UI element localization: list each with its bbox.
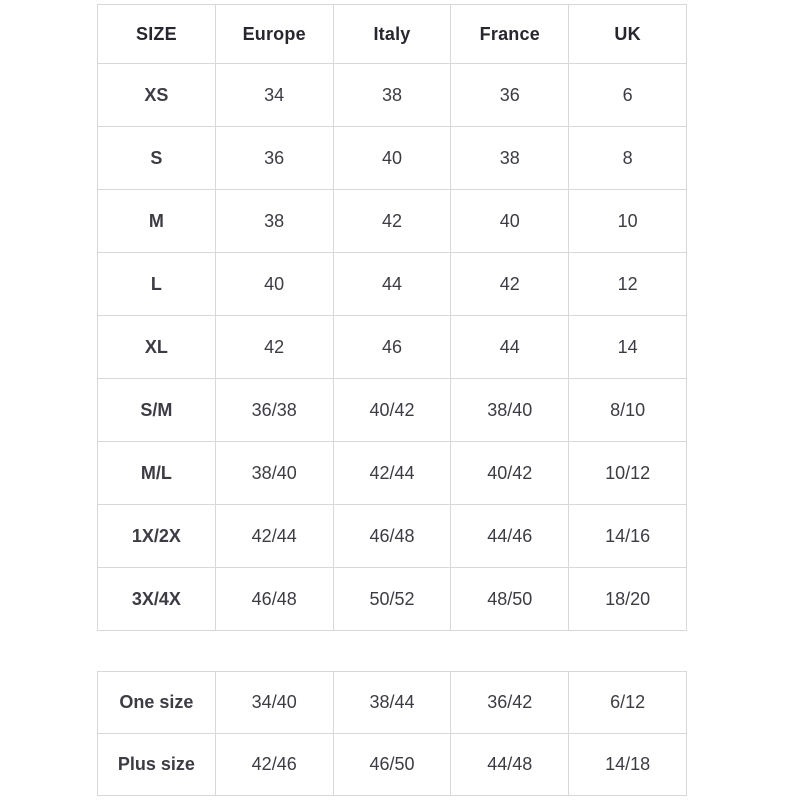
size-value-cell: 14 [569, 316, 687, 379]
size-value-cell: 38/40 [451, 379, 569, 442]
column-header-uk: UK [569, 5, 687, 64]
size-label-cell: S [98, 127, 216, 190]
size-guide [97, 4, 687, 796]
size-value-cell: 14/18 [569, 734, 687, 796]
size-value-cell: 42/46 [215, 734, 333, 796]
size-value-cell: 40/42 [451, 442, 569, 505]
size-label-cell: One size [98, 672, 216, 734]
table-row [98, 316, 687, 379]
size-label-cell: L [98, 253, 216, 316]
size-label-cell: 3X/4X [98, 568, 216, 631]
size-value-cell: 36/38 [215, 379, 333, 442]
size-value-cell: 40 [215, 253, 333, 316]
table-row [98, 127, 687, 190]
size-value-cell: 38/44 [333, 672, 451, 734]
size-value-cell: 40/42 [333, 379, 451, 442]
size-label-cell: S/M [98, 379, 216, 442]
column-header-europe: Europe [215, 5, 333, 64]
size-label-cell: XS [98, 64, 216, 127]
size-value-cell: 38 [215, 190, 333, 253]
size-value-cell: 8 [569, 127, 687, 190]
size-value-cell: 36 [451, 64, 569, 127]
size-value-cell: 6/12 [569, 672, 687, 734]
size-value-cell: 42/44 [215, 505, 333, 568]
size-value-cell: 42 [333, 190, 451, 253]
table-row [98, 190, 687, 253]
size-value-cell: 34/40 [215, 672, 333, 734]
size-value-cell: 44/48 [451, 734, 569, 796]
size-value-cell: 40 [333, 127, 451, 190]
size-label-cell: XL [98, 316, 216, 379]
table-row [98, 442, 687, 505]
size-value-cell: 40 [451, 190, 569, 253]
table-header-row [98, 5, 687, 64]
size-value-cell: 10 [569, 190, 687, 253]
size-value-cell: 42 [215, 316, 333, 379]
size-value-cell: 44 [333, 253, 451, 316]
size-value-cell: 36/42 [451, 672, 569, 734]
size-label-cell: M/L [98, 442, 216, 505]
size-conversion-table [97, 4, 687, 631]
size-value-cell: 50/52 [333, 568, 451, 631]
size-value-cell: 38 [451, 127, 569, 190]
table-row [98, 734, 687, 796]
column-header-italy: Italy [333, 5, 451, 64]
size-value-cell: 12 [569, 253, 687, 316]
size-value-cell: 36 [215, 127, 333, 190]
size-value-cell: 44/46 [451, 505, 569, 568]
size-value-cell: 48/50 [451, 568, 569, 631]
size-value-cell: 8/10 [569, 379, 687, 442]
size-label-cell: Plus size [98, 734, 216, 796]
size-value-cell: 14/16 [569, 505, 687, 568]
size-value-cell: 18/20 [569, 568, 687, 631]
table-row [98, 379, 687, 442]
size-value-cell: 46/48 [215, 568, 333, 631]
size-value-cell: 38 [333, 64, 451, 127]
size-value-cell: 6 [569, 64, 687, 127]
table-row [98, 672, 687, 734]
size-value-cell: 38/40 [215, 442, 333, 505]
size-value-cell: 46/48 [333, 505, 451, 568]
table-row [98, 568, 687, 631]
column-header-size: SIZE [98, 5, 216, 64]
table-row [98, 253, 687, 316]
size-value-cell: 34 [215, 64, 333, 127]
size-value-cell: 42 [451, 253, 569, 316]
column-header-france: France [451, 5, 569, 64]
size-value-cell: 42/44 [333, 442, 451, 505]
size-value-cell: 44 [451, 316, 569, 379]
table-row [98, 64, 687, 127]
size-value-cell: 46 [333, 316, 451, 379]
table-row [98, 505, 687, 568]
size-value-cell: 46/50 [333, 734, 451, 796]
size-label-cell: 1X/2X [98, 505, 216, 568]
size-label-cell: M [98, 190, 216, 253]
size-value-cell: 10/12 [569, 442, 687, 505]
one-size-plus-size-table [97, 671, 687, 796]
